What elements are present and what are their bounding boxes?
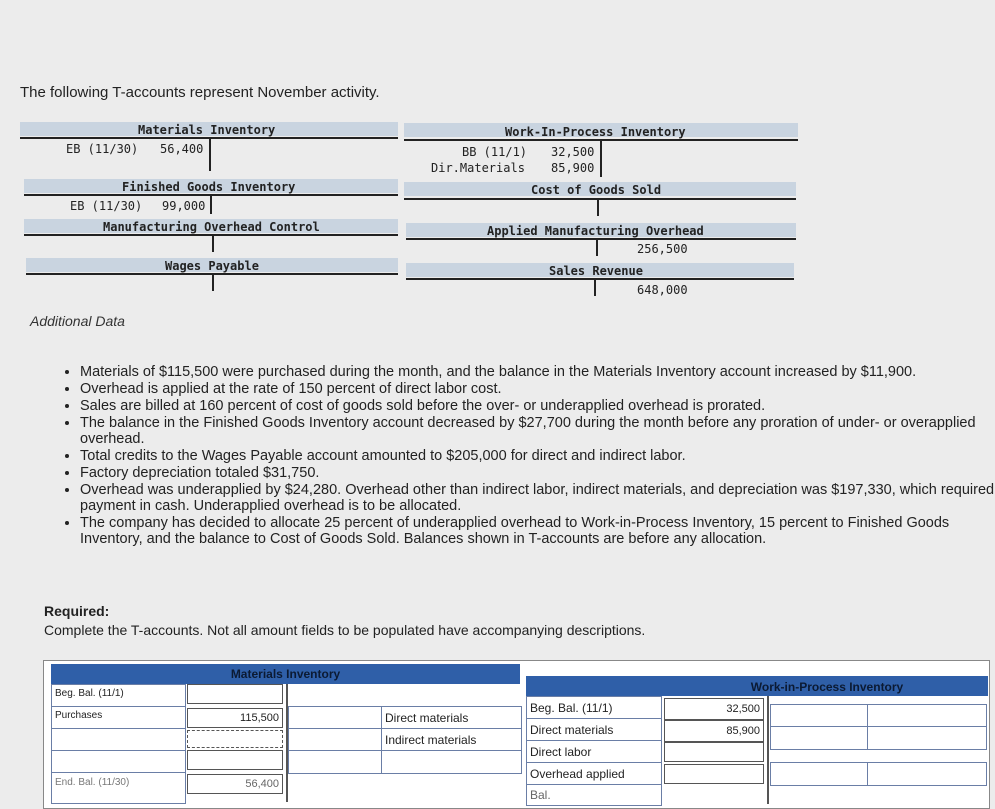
ws-wip-dm-label: Direct materials — [530, 723, 614, 737]
sales-t-divider — [594, 278, 596, 296]
required-text: Complete the T-accounts. Not all amount fields to be populated have accompanying descriptions. — [44, 622, 646, 638]
ws-materials-purchases-value: 115,500 — [240, 712, 279, 724]
ws-materials-credit-label-cell[interactable] — [381, 728, 522, 752]
additional-data-title: Additional Data — [30, 313, 125, 329]
ws-wip-credit-label-cell[interactable] — [867, 726, 987, 750]
finished-eb-value: 99,000 — [162, 199, 206, 213]
ws-wip-dl-label: Direct labor — [530, 745, 592, 759]
ws-materials-end-value: 56,400 — [245, 778, 279, 790]
wip-t-title: Work-In-Process Inventory — [505, 125, 686, 139]
ws-wip-beg-value: 32,500 — [726, 703, 760, 715]
wages-t-title: Wages Payable — [165, 259, 259, 273]
ws-wip-credit-amount[interactable] — [770, 704, 868, 728]
ws-materials-label-cell[interactable] — [51, 728, 186, 752]
bullet-item: • Sales are billed at 160 percent of cost of goods sold before the over- or underapplied overhead is prorated. — [80, 398, 995, 414]
wip-bb-label: BB (11/1) — [462, 145, 528, 159]
cogs-t-title: Cost of Goods Sold — [531, 183, 662, 197]
ws-wip-beg-label: Beg. Bal. (11/1) — [530, 701, 613, 715]
ws-materials-purchases-amount[interactable] — [187, 708, 283, 728]
bullet-item: • The company has decided to allocate 25 percent of underapplied overhead to Work-in-Process Inventory, 15 percent to Finished Goods Inventory, and the balance to Cost of Goods Sold. Balances shown in T-accounts are before any allocation. — [80, 515, 995, 547]
sales-t-line — [406, 278, 794, 280]
bullet-item: • Materials of $115,500 were purchased during the month, and the balance in the Materials Inventory account increased by $11,900. — [80, 364, 995, 380]
materials-t-title: Materials Inventory — [138, 123, 276, 137]
ws-materials-beg-amount[interactable] — [187, 684, 283, 704]
ws-materials-amount[interactable] — [187, 750, 283, 770]
ws-materials-end-label: End. Bal. (11/30) — [55, 777, 130, 788]
applied-moh-t-line — [406, 238, 796, 240]
wip-dm-value: 85,900 — [551, 161, 595, 175]
ws-wip-credit-amount[interactable] — [770, 726, 868, 750]
bullet-item: • Factory depreciation totaled $31,750. — [80, 465, 995, 481]
bullet-item: • Overhead was underapplied by $24,280. Overhead other than indirect labor, indirect materials, and depreciation was $197,330, which required payment in cash. Underapplied overhead is to be allocated. — [80, 482, 995, 514]
ws-wip-header — [526, 676, 988, 696]
ws-materials-amount[interactable] — [187, 730, 283, 748]
sales-t-title: Sales Revenue — [549, 264, 643, 278]
materials-t-divider — [209, 137, 211, 171]
ws-materials-label-cell[interactable] — [51, 772, 186, 804]
intro-text: The following T-accounts represent November activity. — [20, 84, 380, 101]
ws-wip-beg-amount[interactable] — [664, 698, 764, 720]
wip-dm-label: Dir.Materials — [431, 161, 525, 175]
moh-control-t-divider — [212, 234, 214, 252]
ws-materials-beg-label: Beg. Bal. (11/1) — [55, 688, 124, 699]
ws-materials-label-cell[interactable] — [51, 706, 186, 730]
ws-materials-indirect-label: Indirect materials — [385, 733, 477, 747]
ws-materials-label-cell[interactable] — [51, 750, 186, 774]
bullet-item: • Total credits to the Wages Payable account amounted to $205,000 for direct and indirect labor. — [80, 448, 995, 464]
finished-t-title: Finished Goods Inventory — [122, 180, 296, 194]
ws-wip-credit-label-cell[interactable] — [867, 762, 987, 786]
ws-wip-label-cell[interactable] — [526, 784, 662, 806]
finished-t-divider — [210, 194, 212, 214]
ws-wip-dl-amount[interactable] — [664, 742, 764, 762]
wip-bb-value: 32,500 — [551, 145, 595, 159]
applied-moh-t-divider — [596, 238, 598, 256]
ws-wip-credit-label-cell[interactable] — [867, 704, 987, 728]
applied-moh-t-title: Applied Manufacturing Overhead — [487, 224, 704, 238]
finished-eb-label: EB (11/30) — [70, 199, 143, 213]
ws-materials-credit-label-cell[interactable] — [381, 750, 522, 774]
sales-value: 648,000 — [637, 283, 688, 297]
cogs-t-divider — [597, 198, 599, 216]
ws-wip-dm-amount[interactable] — [664, 720, 764, 742]
ws-wip-dm-value: 85,900 — [726, 725, 760, 737]
ws-materials-credit-label-cell[interactable] — [381, 706, 522, 730]
ws-wip-label-cell[interactable] — [526, 696, 662, 720]
ws-wip-label-cell[interactable] — [526, 718, 662, 742]
ws-materials-label-cell[interactable] — [51, 684, 186, 708]
bullet-item: • Overhead is applied at the rate of 150 percent of direct labor cost. — [80, 381, 995, 397]
moh-control-t-title: Manufacturing Overhead Control — [103, 220, 320, 234]
ws-wip-divider — [767, 696, 769, 804]
ws-materials-direct-label: Direct materials — [385, 711, 469, 725]
ws-materials-header — [51, 664, 520, 684]
ws-wip-bal-label: Bal. — [530, 788, 551, 802]
cogs-t-line — [404, 198, 796, 200]
ws-materials-credit-amount[interactable] — [288, 706, 382, 730]
ws-materials-purchases-label: Purchases — [55, 710, 103, 721]
ws-wip-title: Work-in-Process Inventory — [750, 680, 904, 694]
ws-materials-credit-amount[interactable] — [288, 728, 382, 752]
moh-control-t-line — [24, 234, 398, 236]
bullet-item: • The balance in the Finished Goods Inventory account decreased by $27,700 during the month before any proration of under- or overapplied overhead. — [80, 415, 995, 447]
ws-wip-label-cell[interactable] — [526, 740, 662, 764]
required-label: Required: — [44, 603, 110, 619]
ws-wip-credit-amount[interactable] — [770, 762, 868, 786]
ws-wip-oh-amount[interactable] — [664, 764, 764, 784]
ws-materials-end-amount[interactable] — [187, 774, 283, 794]
ws-wip-oh-label: Overhead applied — [530, 767, 625, 781]
wages-t-divider — [212, 273, 214, 291]
ws-materials-title: Materials Inventory — [230, 667, 341, 681]
ws-materials-credit-amount[interactable] — [288, 750, 382, 774]
wip-t-divider — [600, 139, 602, 177]
ws-wip-label-cell[interactable] — [526, 762, 662, 786]
additional-data-list — [58, 364, 995, 548]
materials-eb-label: EB (11/30) — [66, 142, 139, 156]
applied-moh-value: 256,500 — [637, 242, 688, 256]
materials-eb-value: 56,400 — [160, 142, 204, 156]
